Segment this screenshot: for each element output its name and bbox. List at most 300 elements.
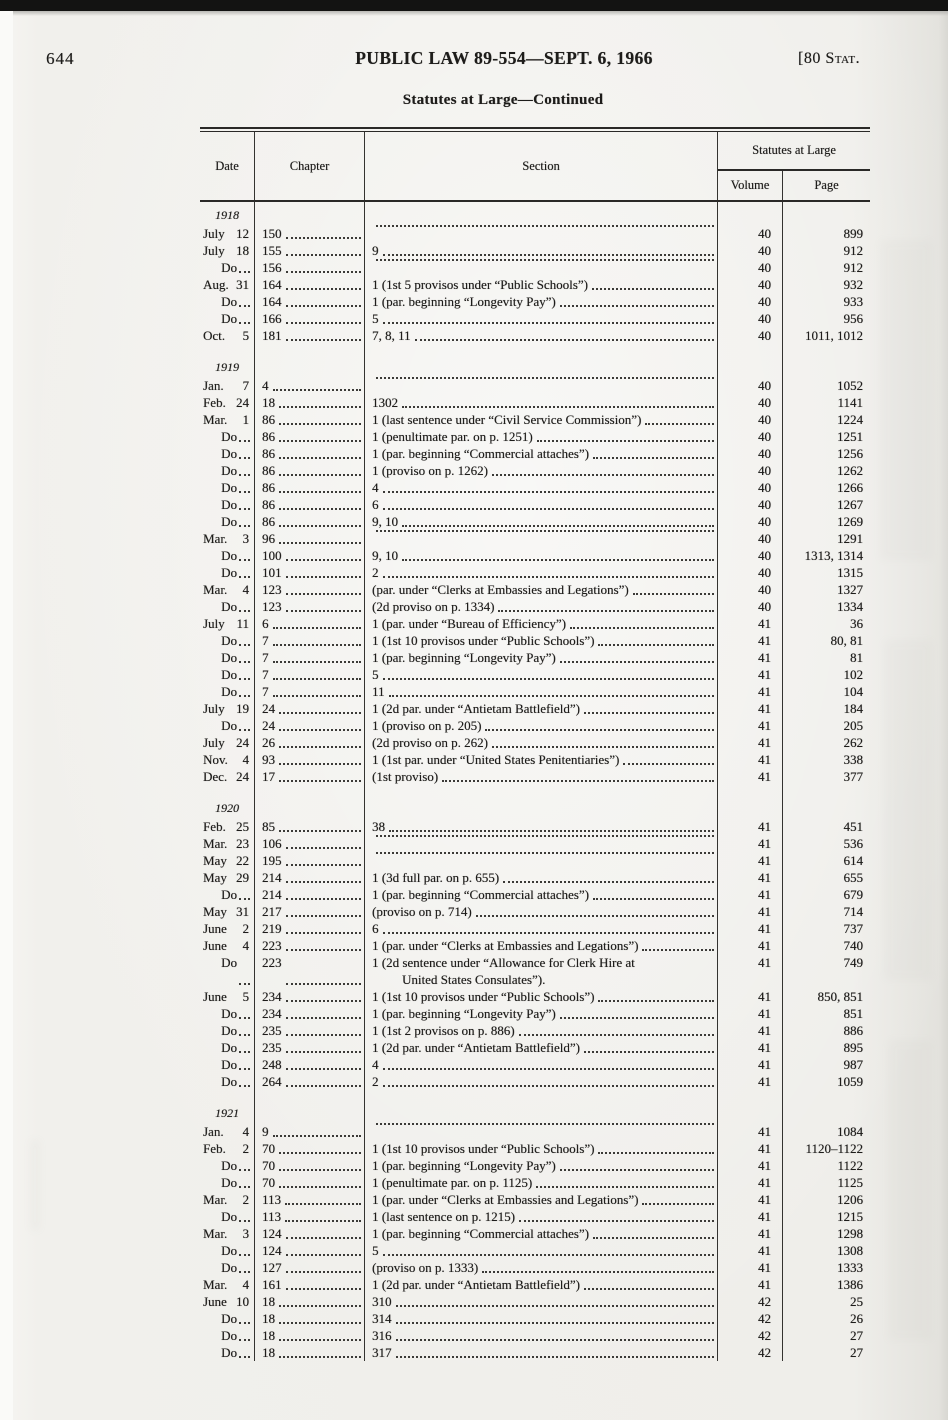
table-row — [200, 818, 870, 835]
table-row — [200, 581, 870, 598]
cell-text: 5 — [372, 311, 379, 326]
cell-text: 86 — [262, 429, 275, 444]
cell-text: Do — [221, 650, 237, 665]
cell-text: 70 — [262, 1141, 275, 1156]
section-cell — [365, 1039, 718, 1056]
leader-dots — [279, 525, 361, 527]
page-cell: 1298 — [837, 1226, 863, 1241]
leader-dots — [376, 377, 714, 379]
leader-dots — [383, 576, 715, 578]
cell-text: 1 (par. beginning “Commercial attaches”) — [372, 446, 589, 461]
cell-text: Do — [221, 497, 237, 512]
leader-dots — [239, 508, 250, 510]
date-cell — [200, 394, 255, 411]
volume-cell: 41 — [718, 751, 783, 768]
cell-text: 11 — [372, 684, 385, 699]
cell-text: 4 — [242, 752, 249, 767]
section-cell — [365, 394, 718, 411]
volume-cell — [718, 1090, 783, 1123]
table-row — [200, 428, 870, 445]
year-label: 1919 — [215, 360, 239, 374]
section-cell — [365, 666, 718, 683]
cell-text: 93 — [262, 752, 275, 767]
page-cell: 1251 — [837, 429, 863, 444]
leader-dots — [239, 1034, 250, 1036]
leader-dots — [286, 254, 362, 256]
section-cell — [365, 1073, 718, 1090]
cell-text: Mar. — [203, 1226, 228, 1241]
table-row — [200, 1073, 870, 1090]
cell-text: Do — [221, 1074, 237, 1089]
section-cell — [365, 988, 718, 1005]
cell-text: 7 — [262, 650, 269, 665]
section-cell — [365, 1242, 718, 1259]
cell-text: Do — [221, 718, 237, 733]
volume-cell: 41 — [718, 1276, 783, 1293]
leader-dots — [279, 1322, 361, 1324]
cell-text: 18 — [236, 243, 249, 258]
date-cell — [200, 1327, 255, 1344]
section-line — [372, 768, 717, 785]
volume-cell: 41 — [718, 1140, 783, 1157]
table-row — [200, 225, 870, 242]
leader-dots — [519, 1220, 714, 1222]
column-header-label: Chapter — [289, 158, 330, 173]
cell-text: Do — [221, 480, 237, 495]
cell-text: Do — [221, 955, 237, 970]
chapter-cell — [255, 937, 365, 954]
chapter-cell — [255, 734, 365, 751]
leader-dots — [570, 627, 714, 629]
chapter-cell — [255, 649, 365, 666]
cell-text: Dec. — [203, 769, 228, 784]
chapter-cell — [255, 1090, 365, 1123]
cell-text: 1 (par. beginning “Longevity Pay”) — [372, 1006, 556, 1021]
section-cell — [365, 445, 718, 462]
volume-cell — [718, 202, 783, 225]
date-cell — [200, 1344, 255, 1361]
section-cell — [365, 462, 718, 479]
table-row — [200, 903, 870, 920]
section-line — [372, 988, 717, 1005]
section-line — [372, 1208, 717, 1225]
leader-dots — [279, 423, 361, 425]
cell-text: 9 — [372, 243, 379, 258]
chapter-cell — [255, 411, 365, 428]
section-line — [372, 852, 717, 858]
section-line — [372, 920, 717, 937]
leader-dots — [286, 305, 362, 307]
cell-text: June — [203, 938, 227, 953]
section-line — [372, 310, 717, 327]
volume-cell: 40 — [718, 479, 783, 496]
table-row — [200, 1123, 870, 1140]
cell-text: (proviso on p. 714) — [372, 904, 472, 919]
chapter-cell — [255, 202, 365, 225]
volume-cell: 40 — [718, 513, 783, 530]
page-cell: 912 — [843, 260, 863, 275]
volume-cell: 40 — [718, 598, 783, 615]
section-cell — [365, 1259, 718, 1276]
chapter-cell — [255, 564, 365, 581]
column-header-label: Section — [522, 158, 560, 173]
table-row — [200, 954, 870, 988]
column-header-volume: Volume — [718, 171, 783, 200]
page-cell: 737 — [843, 921, 863, 936]
cell-text: 214 — [262, 870, 282, 885]
date-cell — [200, 920, 255, 937]
scanner-edge-artifact — [0, 0, 948, 11]
page-cell: 1313, 1314 — [804, 548, 863, 563]
cell-text: 7 — [262, 667, 269, 682]
cell-text: 195 — [262, 853, 282, 868]
cell-text: 219 — [262, 921, 282, 936]
leader-dots — [598, 1152, 714, 1154]
section-cell — [365, 564, 718, 581]
leader-dots — [279, 1152, 361, 1154]
date-cell — [200, 954, 255, 988]
chapter-cell — [255, 344, 365, 377]
volume-cell: 41 — [718, 734, 783, 751]
cell-text: 2 — [242, 1192, 249, 1207]
table-row — [200, 734, 870, 751]
cell-text: 1 (2d par. under “Antietam Battlefield”) — [372, 1040, 580, 1055]
page-cell: 1386 — [837, 1277, 863, 1292]
section-line — [372, 327, 717, 344]
cell-text: 4 — [242, 582, 249, 597]
cell-text: 1 (1st 5 provisos under “Public Schools”) — [372, 277, 588, 292]
section-line — [372, 903, 717, 920]
cell-text: 6 — [372, 497, 379, 512]
date-cell — [200, 225, 255, 242]
page-cell: 1224 — [837, 412, 863, 427]
section-cell — [365, 700, 718, 717]
table-row — [200, 1039, 870, 1056]
cell-text: Do — [221, 260, 237, 275]
cell-text: 7 — [262, 684, 269, 699]
chapter-cell — [255, 1208, 365, 1225]
section-cell — [365, 411, 718, 428]
volume-cell: 41 — [718, 869, 783, 886]
date-cell — [200, 1276, 255, 1293]
section-cell — [365, 513, 718, 530]
cell-text: Do — [221, 1057, 237, 1072]
leader-dots — [239, 1068, 250, 1070]
table-row — [200, 886, 870, 903]
cell-text: 1 (1st 10 provisos under “Public Schools”) — [372, 989, 595, 1004]
leader-dots — [285, 1220, 361, 1222]
year-row — [200, 344, 870, 377]
leader-dots — [286, 1254, 362, 1256]
page-cell: 1291 — [837, 531, 863, 546]
cell-text: 1302 — [372, 395, 398, 410]
leader-dots — [273, 678, 362, 680]
page-cell: 1125 — [837, 1175, 863, 1190]
volume-cell: 41 — [718, 1005, 783, 1022]
chapter-cell — [255, 428, 365, 445]
cell-text: July — [203, 701, 225, 716]
volume-cell: 40 — [718, 377, 783, 394]
page-cell: 205 — [843, 718, 863, 733]
cell-text: 310 — [372, 1294, 392, 1309]
cell-text: 18 — [262, 1328, 275, 1343]
leader-dots — [239, 1339, 250, 1341]
cell-text: 1 (2d par. under “Antietam Battlefield”) — [372, 1277, 580, 1292]
page-cell: 895 — [843, 1040, 863, 1055]
section-cell — [365, 598, 718, 615]
section-cell — [365, 530, 718, 547]
cell-text: 106 — [262, 836, 282, 851]
volume-cell: 41 — [718, 1073, 783, 1090]
section-line — [372, 818, 717, 835]
cell-text: 1 (2d par. under “Antietam Battlefield”) — [372, 701, 580, 716]
page-cell — [783, 344, 870, 377]
page-cell: 1269 — [837, 514, 863, 529]
leader-dots — [560, 1169, 714, 1171]
cell-text: 7 — [262, 633, 269, 648]
section-line — [372, 1039, 717, 1056]
section-cell — [365, 581, 718, 598]
cell-text: 181 — [262, 328, 282, 343]
chapter-cell — [255, 1242, 365, 1259]
cell-text: Do — [221, 1243, 237, 1258]
leader-dots — [286, 237, 362, 239]
cell-text: Mar. — [203, 531, 228, 546]
chapter-cell — [255, 1259, 365, 1276]
section-cell — [365, 1157, 718, 1174]
cell-text: 101 — [262, 565, 282, 580]
section-line — [372, 1022, 717, 1039]
page-cell: 886 — [843, 1023, 863, 1038]
cell-text: 264 — [262, 1074, 282, 1089]
cell-text: Do — [221, 599, 237, 614]
section-cell — [365, 954, 718, 988]
section-line — [372, 1157, 717, 1174]
page-cell: 262 — [843, 735, 863, 750]
cell-text: 5 — [242, 989, 249, 1004]
cell-text: (proviso on p. 1333) — [372, 1260, 479, 1275]
section-line — [372, 411, 717, 428]
cell-text: June — [203, 989, 227, 1004]
section-line — [372, 615, 717, 632]
chapter-cell — [255, 276, 365, 293]
leader-dots — [592, 288, 714, 290]
column-header-label: Date — [215, 158, 239, 173]
chapter-cell — [255, 327, 365, 344]
cell-text: 86 — [262, 412, 275, 427]
chapter-cell — [255, 1073, 365, 1090]
section-line — [372, 1293, 717, 1310]
cell-text: Oct. — [203, 328, 226, 343]
cell-text: 18 — [262, 1311, 275, 1326]
cell-text: Mar. — [203, 582, 228, 597]
section-cell — [365, 327, 718, 344]
volume-cell: 41 — [718, 615, 783, 632]
leader-dots — [498, 610, 714, 612]
volume-cell: 41 — [718, 1056, 783, 1073]
volume-cell: 40 — [718, 530, 783, 547]
volume-cell: 41 — [718, 666, 783, 683]
cell-text: 1 (last sentence under “Civil Service Commission”) — [372, 412, 642, 427]
cell-text: Do — [221, 684, 237, 699]
statutes-table — [200, 127, 870, 1361]
section-line — [372, 462, 717, 479]
cell-text: 113 — [262, 1209, 282, 1224]
volume-cell: 41 — [718, 683, 783, 700]
leader-dots — [396, 1339, 715, 1341]
cell-text: Do — [221, 1209, 237, 1224]
page-cell: 451 — [843, 819, 863, 834]
cell-text: 70 — [262, 1158, 275, 1173]
date-cell — [200, 1242, 255, 1259]
chapter-cell — [255, 1140, 365, 1157]
section-line — [372, 1005, 717, 1022]
section-cell — [365, 344, 718, 377]
date-cell — [200, 717, 255, 734]
cell-text: 1 (proviso on p. 205) — [372, 718, 482, 733]
leader-dots — [273, 644, 362, 646]
section-cell — [365, 751, 718, 768]
cell-text: 234 — [262, 1006, 282, 1021]
cell-text: 5 — [372, 1243, 379, 1258]
chapter-cell — [255, 835, 365, 852]
table-row — [200, 852, 870, 869]
leader-dots — [239, 1254, 250, 1256]
chapter-cell — [255, 852, 365, 869]
leader-dots — [286, 271, 362, 273]
chapter-cell — [255, 293, 365, 310]
section-cell — [365, 1327, 718, 1344]
chapter-cell — [255, 310, 365, 327]
volume-cell: 41 — [718, 886, 783, 903]
leader-dots — [286, 339, 362, 341]
volume-cell: 41 — [718, 954, 783, 988]
cell-text: 24 — [236, 735, 249, 750]
section-cell — [365, 428, 718, 445]
section-cell — [365, 276, 718, 293]
table-row — [200, 615, 870, 632]
cell-text: 223 — [262, 938, 282, 953]
page-number: 644 — [46, 49, 75, 68]
cell-text: 316 — [372, 1328, 392, 1343]
cell-text: 86 — [262, 497, 275, 512]
leader-dots — [273, 661, 362, 663]
cell-text: 156 — [262, 260, 282, 275]
leader-dots — [239, 491, 250, 493]
chapter-cell — [255, 513, 365, 530]
date-cell — [200, 632, 255, 649]
chapter-cell — [255, 700, 365, 717]
volume-cell: 42 — [718, 1327, 783, 1344]
chapter-cell — [255, 259, 365, 276]
section-line — [372, 242, 717, 259]
chapter-cell — [255, 1157, 365, 1174]
leader-dots — [286, 1288, 362, 1290]
cell-text: 161 — [262, 1277, 282, 1292]
chapter-cell — [255, 903, 365, 920]
cell-text: 1 (par. beginning “Longevity Pay”) — [372, 650, 556, 665]
volume-cell: 40 — [718, 445, 783, 462]
date-cell — [200, 1090, 255, 1123]
column-header-section — [365, 132, 718, 200]
statute-citation: [80 Stat. — [797, 50, 860, 67]
page-cell: 1120–1122 — [805, 1141, 863, 1156]
leader-dots — [286, 864, 362, 866]
cell-text: 4 — [372, 480, 379, 495]
chapter-cell — [255, 886, 365, 903]
cell-text: Do — [221, 311, 237, 326]
chapter-cell — [255, 462, 365, 479]
leader-dots — [383, 322, 715, 324]
table-row — [200, 479, 870, 496]
cell-text: 6 — [262, 616, 269, 631]
cell-text: Do — [221, 1006, 237, 1021]
date-cell — [200, 869, 255, 886]
cell-text: 1 (par. under “Clerks at Embassies and Legations”) — [372, 1192, 639, 1207]
section-cell — [365, 734, 718, 751]
chapter-cell — [255, 1123, 365, 1140]
section-cell — [365, 835, 718, 852]
leader-dots — [376, 225, 714, 227]
page-cell: 933 — [843, 294, 863, 309]
table-row — [200, 1259, 870, 1276]
page-cell: 679 — [843, 887, 863, 902]
volume-cell: 41 — [718, 1123, 783, 1140]
volume-cell: 41 — [718, 937, 783, 954]
page-cell: 850, 851 — [817, 989, 863, 1004]
volume-cell: 41 — [718, 717, 783, 734]
cell-text: (2d proviso on p. 1334) — [372, 599, 495, 614]
section-line — [372, 293, 717, 310]
cell-text: 24 — [236, 769, 249, 784]
chapter-cell — [255, 1056, 365, 1073]
cell-text: 150 — [262, 226, 282, 241]
section-cell — [365, 1310, 718, 1327]
volume-cell: 41 — [718, 1191, 783, 1208]
leader-dots — [376, 835, 714, 837]
cell-text: Do — [221, 446, 237, 461]
leader-dots — [279, 830, 361, 832]
cell-text: 1 (par. beginning “Longevity Pay”) — [372, 294, 556, 309]
page-cell: 1267 — [837, 497, 863, 512]
section-cell — [365, 920, 718, 937]
section-line — [372, 683, 717, 700]
leader-dots — [286, 1000, 362, 1002]
date-cell — [200, 377, 255, 394]
section-line — [372, 1140, 717, 1157]
date-cell — [200, 1225, 255, 1242]
leader-dots — [503, 881, 714, 883]
section-cell — [365, 1005, 718, 1022]
cell-text: 3 — [242, 1226, 249, 1241]
section-cell — [365, 1344, 718, 1361]
table-row — [200, 632, 870, 649]
leader-dots — [279, 1169, 361, 1171]
chapter-cell — [255, 683, 365, 700]
volume-cell: 40 — [718, 411, 783, 428]
chapter-cell — [255, 1005, 365, 1022]
bleedthrough-artifact — [30, 1140, 40, 1230]
leader-dots — [279, 763, 361, 765]
leader-dots — [476, 915, 714, 917]
leader-dots — [273, 389, 362, 391]
chapter-cell — [255, 988, 365, 1005]
leader-dots — [376, 259, 714, 261]
leader-dots — [389, 830, 714, 832]
section-cell — [365, 937, 718, 954]
leader-dots — [279, 542, 361, 544]
cell-text: 18 — [262, 1294, 275, 1309]
